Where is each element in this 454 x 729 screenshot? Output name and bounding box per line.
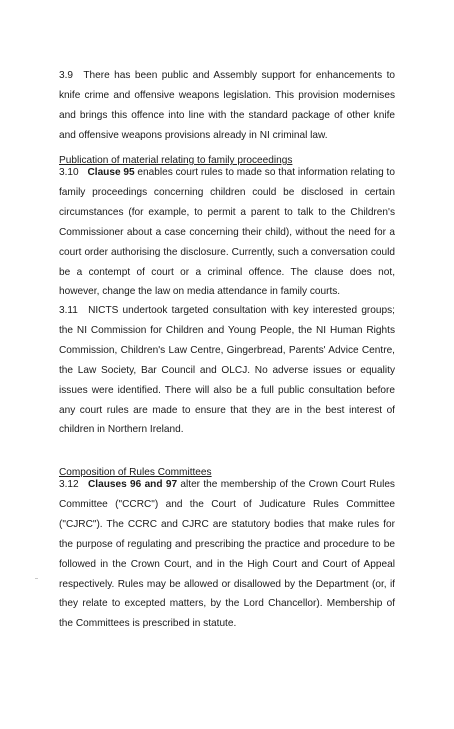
clause-reference: Clauses 96 and 97 — [87, 479, 178, 490]
paragraph-number: 3.11 — [59, 305, 78, 316]
scan-mark — [35, 578, 38, 579]
paragraph-text: NICTS undertook targeted consultation with key interested groups; the NI Commission for Children and Young People, the NI Human Rights Commission, Children's Law Centre, Gingerbread, Parents' Advice Centre, the Law Society, Bar Council and OLCJ. No adverse issues or equality issues were identified. There will also be a full public consultation before any court rules are made to ensure that they are in the best interest of children in Northern Ireland. — [59, 305, 395, 436]
paragraph-3-11 — [59, 301, 395, 440]
paragraph-text: There has been public and Assembly support for enhancements to knife crime and offensive weapons legislation. This provision modernises and brings this offence into line with the standard package of other knife and offensive weapons provisions already in NI criminal law. — [59, 70, 396, 141]
heading-family-proceedings: Publication of material relating to family proceedings — [59, 155, 293, 166]
paragraph-3-10 — [59, 163, 395, 302]
paragraph-text: enables court rules to made so that information relating to family proceedings concerning children could be disclosed in certain circumstances (for example, to permit a parent to talk to the Children's Commissioner about a case concerning their child), without the need for a court order authorising the disclosure. Currently, such a conversation could be a contempt of court or a criminal offence. The clause does not, however, change the law on media attendance in family courts. — [59, 167, 395, 298]
clause-reference: Clause 95 — [87, 167, 135, 178]
paragraph-number: 3.10 — [59, 167, 79, 178]
paragraph-3-9 — [59, 66, 395, 146]
paragraph-3-12 — [59, 475, 395, 634]
paragraph-number: 3.12 — [59, 479, 79, 490]
heading-rules-committees: Composition of Rules Committees — [59, 467, 212, 478]
paragraph-text: alter the membership of the Crown Court Rules Committee ("CCRC") and the Court of Judicature Rules Committee ("CJRC"). The CCRC and CJRC are statutory bodies that make rules for the purpose of regulating and prescribing the practice and procedure to be followed in the Crown Court, and in the High Court and Court of Appeal respectively. Rules may be allowed or disallowed by the Department (or, if they relate to excepted matters, by the Lord Chancellor). Membership of the Committees is prescribed in statute. — [59, 479, 395, 630]
paragraph-number: 3.9 — [59, 70, 74, 81]
